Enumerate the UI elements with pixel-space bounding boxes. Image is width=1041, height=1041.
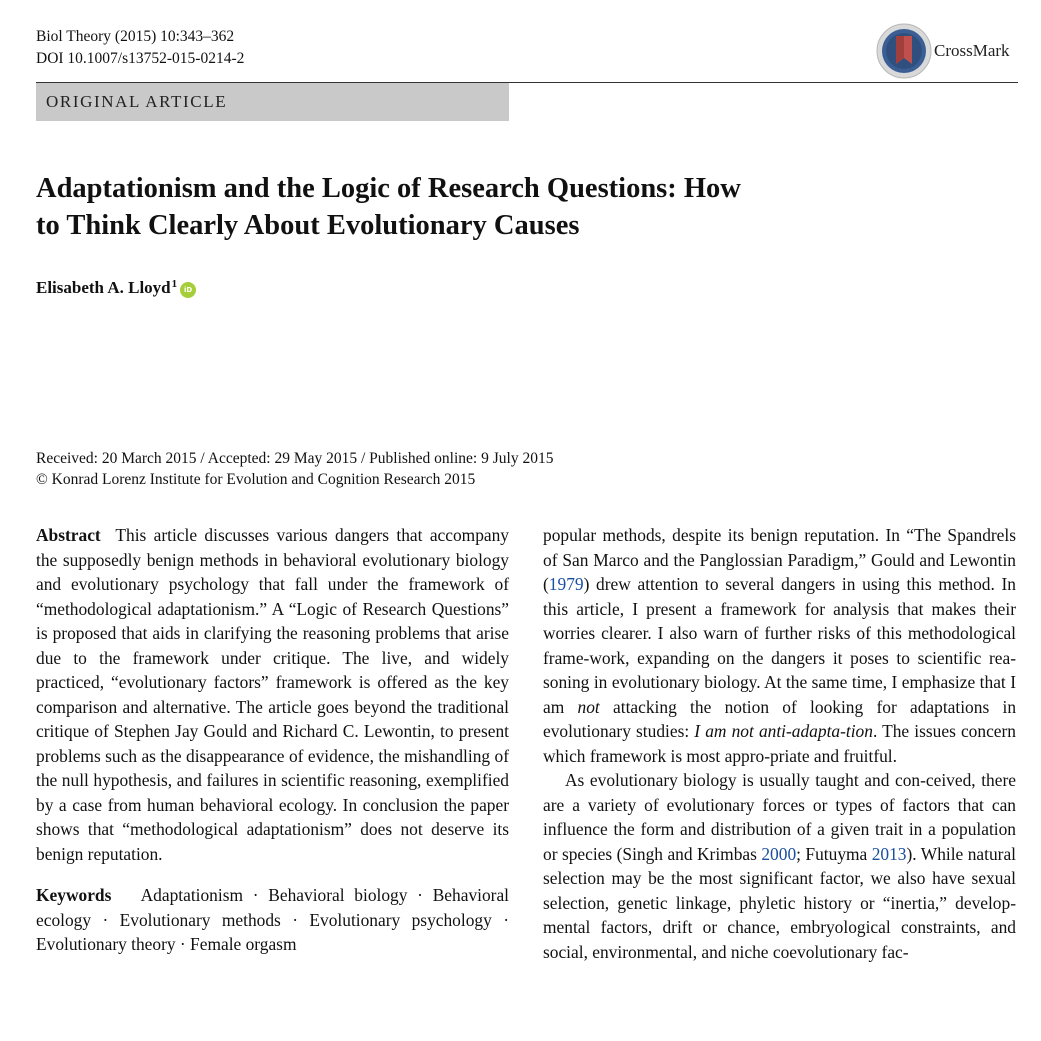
body-paragraph-1 <box>543 523 1016 768</box>
author-name[interactable]: Elisabeth A. Lloyd <box>36 278 171 297</box>
citation-link-1979[interactable]: 1979 <box>548 574 584 594</box>
citation-link-2000[interactable]: 2000 <box>761 843 797 864</box>
p1-emphasis-not: not <box>577 696 600 717</box>
article-dates <box>36 448 553 490</box>
copyright: © Konrad Lorenz Institute for Evolution and Cognition Research 2015 <box>36 471 476 488</box>
p2-text-c: ). While natural selection may be the most significant factor, we also have sexual selection, genetic linkage, phyletic history or “inertia,” develop-mental factors, drift or chance, embryological constraints, and social, environmental, and niche coevolutionary fac- <box>543 843 1017 962</box>
article-title <box>36 170 936 244</box>
title-line-1: Adaptationism and the Logic of Research Questions: How <box>36 173 741 204</box>
keywords-text: Adaptationism · Behavioral biology · Behavioral ecology · Evolutionary methods · Evolutionary psychology · Evolutionary theory · Female orgasm <box>36 885 510 954</box>
crossmark-label: CrossMark <box>934 41 1010 60</box>
abstract-text: This article discusses various dangers that accompany the supposedly benign methods in behavioral evolutionary biology and evolutionary psychology that fall under the framework of “methodological adaptationism.” A “Logic of Research Questions” is proposed that aids in clarifying the reasoning problems that arise due to the framework under critique. The live, and widely practiced, “evolutionary factors” framework is offered as the key comparison and alternative. The article goes beyond the traditional critique of Stephen Jay Gould and Richard C. Lewontin, to present problems such as the disappearance of evidence, the mishandling of the null hypothesis, and failures in scientific reasoning, exemplified by a case from human behavioral ecology. In conclusion the paper shows that “methodological adaptationism” does not deserve its benign reputation. <box>36 525 510 864</box>
crossmark-badge[interactable] <box>876 22 1024 80</box>
p1-text-a: popular methods, despite its benign reputation. In “The Spandrels of San Marco and the Panglossian Paradigm,” Gould and Lewontin ( <box>543 525 1016 594</box>
author <box>36 278 196 298</box>
p1-text-c: attacking the notion of looking for adaptations in evolutionary studies: <box>543 696 1017 741</box>
p1-text-d: . The issues concern which framework is most appro-priate and fruitful. <box>543 721 1016 766</box>
p1-text-b: ) drew attention to several dangers in using this method. In this article, I present a framework for analysis that makes their worries clearer. I also warn of further risks of this methodological frame-work, expanding on the dangers it poses to scientific rea-soning in evolutionary biology. At the same time, I emphasize that I am <box>543 574 1016 717</box>
p1-emphasis-anti-adaptation: I am not anti-adapta-tion <box>694 721 873 741</box>
keywords <box>36 883 509 957</box>
doi[interactable]: DOI 10.1007/s13752-015-0214-2 <box>36 50 245 67</box>
article-type-banner: ORIGINAL ARTICLE <box>36 83 509 121</box>
crossmark-icon <box>876 23 932 79</box>
citation-link-2013[interactable]: 2013 <box>871 843 907 864</box>
publication-history: Received: 20 March 2015 / Accepted: 29 May 2015 / Published online: 9 July 2015 <box>36 450 554 467</box>
body-paragraph-2 <box>543 768 1016 964</box>
p2-text-b: ; Futuyma <box>796 843 872 864</box>
affiliation-mark: 1 <box>171 278 178 290</box>
orcid-icon[interactable]: iD <box>180 282 196 298</box>
journal-citation: Biol Theory (2015) 10:343–362 <box>36 28 235 45</box>
title-line-2: to Think Clearly About Evolutionary Causes <box>36 210 580 241</box>
right-column <box>543 523 1016 964</box>
abstract <box>36 523 509 866</box>
p2-text-a: As evolutionary biology is usually taught and con-ceived, there are a variety of evolutionary forces or types of factors that can influence the form and distribution of a given trait in a population or species (Singh and Krimbas <box>543 770 1016 864</box>
left-column <box>36 523 509 957</box>
keywords-label: Keywords <box>36 885 112 905</box>
journal-header <box>36 26 244 70</box>
abstract-label: Abstract <box>36 525 101 545</box>
